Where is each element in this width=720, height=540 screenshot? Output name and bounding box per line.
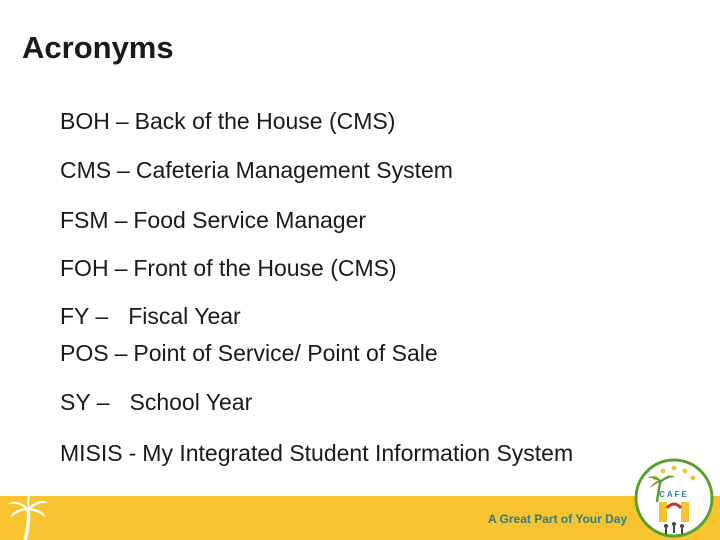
acronym-definition: Cafeteria Management System <box>135 157 453 183</box>
acronym-item-pos <box>60 340 438 367</box>
acronym-definition: School Year <box>129 389 253 415</box>
acronym-term: FOH <box>60 255 109 281</box>
acronym-item-foh <box>60 255 397 282</box>
acronym-separator: - <box>128 440 137 466</box>
acronym-term: POS <box>60 340 109 366</box>
acronym-item-fsm <box>60 207 366 234</box>
acronym-item-misis <box>60 440 573 467</box>
acronym-definition: Fiscal Year <box>128 303 241 329</box>
acronym-definition: Point of Service/ Point of Sale <box>133 340 438 366</box>
acronym-separator: – <box>114 255 128 281</box>
acronym-item-cms <box>60 157 453 184</box>
footer-tagline: A Great Part of Your Day <box>488 512 628 526</box>
acronym-separator: – <box>115 108 129 134</box>
cafe-logo <box>633 456 715 540</box>
acronym-item-fy <box>60 303 241 330</box>
slide-title: Acronyms <box>22 30 174 65</box>
acronym-separator: – <box>114 207 128 233</box>
acronym-item-boh <box>60 108 395 135</box>
acronym-term: CMS <box>60 157 112 183</box>
acronym-definition: Front of the House (CMS) <box>133 255 397 281</box>
acronym-term: SY <box>60 389 91 415</box>
acronym-term: FSM <box>60 207 109 233</box>
acronym-term: BOH <box>60 108 110 134</box>
acronym-term: MISIS <box>60 440 123 466</box>
acronym-definition: My Integrated Student Information System <box>142 440 574 466</box>
acronym-item-sy <box>60 389 252 416</box>
acronym-definition: Back of the House (CMS) <box>134 108 396 134</box>
acronym-separator: – <box>114 340 128 366</box>
acronym-separator: – <box>95 303 109 329</box>
logo-text: CAFE <box>659 490 689 499</box>
acronym-term: FY <box>60 303 90 329</box>
acronym-separator: – <box>96 389 110 415</box>
acronym-separator: – <box>117 157 130 183</box>
acronym-definition: Food Service Manager <box>133 207 367 233</box>
palm-tree-icon <box>6 494 50 540</box>
